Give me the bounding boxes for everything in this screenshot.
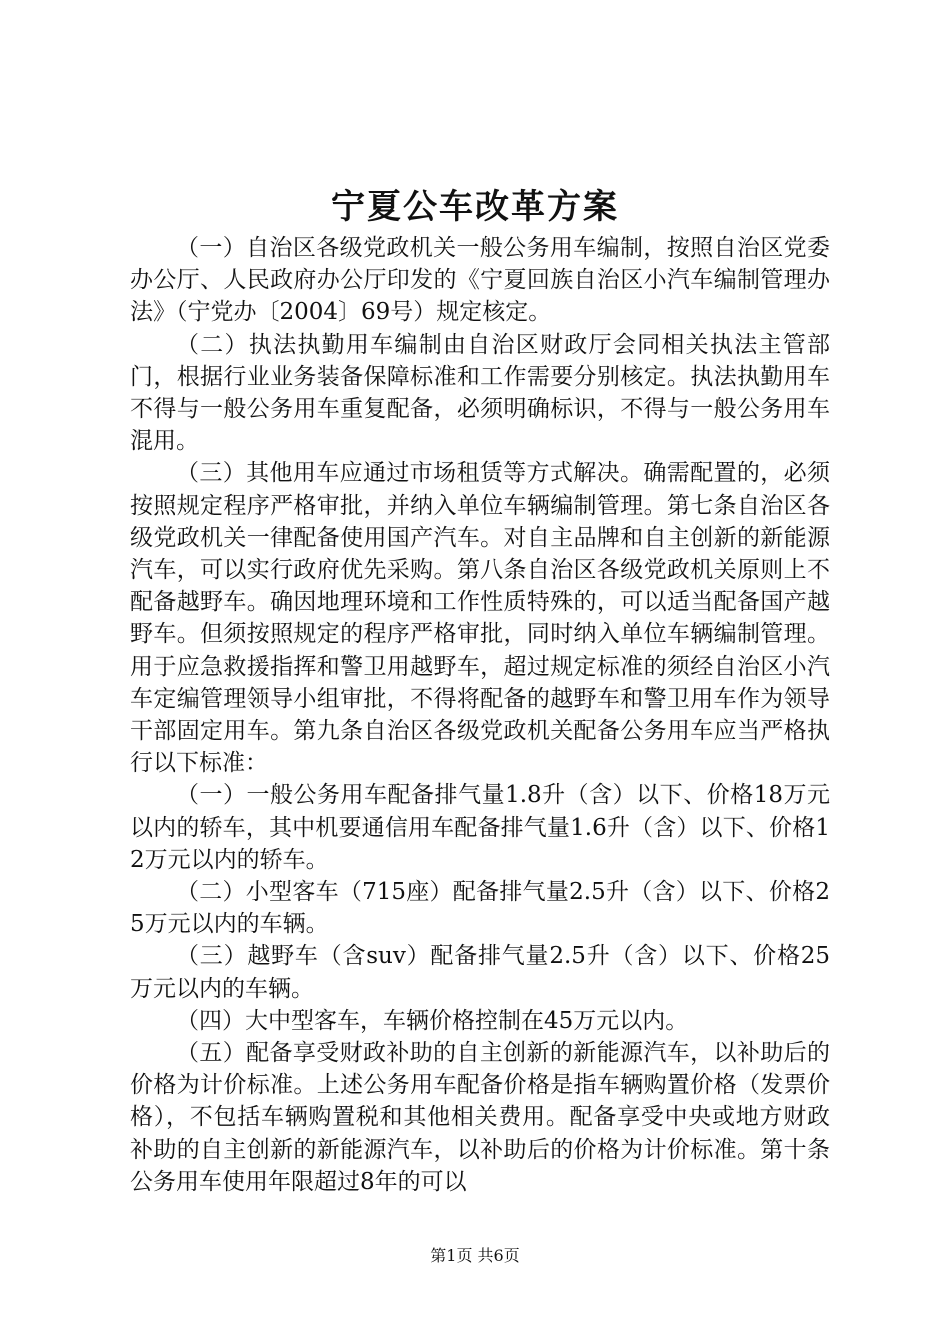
document-title: 宁夏公车改革方案 bbox=[331, 187, 619, 227]
paragraph: （二）小型客车（715座）配备排气量2.5升（含）以下、价格25万元以内的车辆。 bbox=[130, 879, 830, 938]
paragraph: （二）执法执勤用车编制由自治区财政厅会同相关执法主管部门，根据行业业务装备保障标准和工作需要分别核定。执法执勤用车不得与一般公务用车重复配备，必须明确标识，不得与一般公务用车混用。 bbox=[130, 331, 830, 455]
paragraph: （一）自治区各级党政机关一般公务用车编制，按照自治区党委办公厅、人民政府办公厅印发的《宁夏回族自治区小汽车编制管理办法》（宁党办〔2004〕69号）规定核定。 bbox=[130, 235, 830, 326]
document-body bbox=[130, 232, 830, 1198]
paragraph: （一）一般公务用车配备排气量1.8升（含）以下、价格18万元以内的轿车，其中机要通信用车配备排气量1.6升（含）以下、价格12万元以内的轿车。 bbox=[130, 782, 830, 873]
paragraph: （三）越野车（含suv）配备排气量2.5升（含）以下、价格25万元以内的车辆。 bbox=[130, 943, 830, 1002]
paragraph: （五）配备享受财政补助的自主创新的新能源汽车，以补助后的价格为计价标准。上述公务用车配备价格是指车辆购置价格（发票价格），不包括车辆购置税和其他相关费用。配备享受中央或地方财政补助的自主创新的新能源汽车，以补助后的价格为计价标准。第十条公务用车使用年限超过8年的可以 bbox=[130, 1040, 830, 1195]
paragraph: （三）其他用车应通过市场租赁等方式解决。确需配置的，必须按照规定程序严格审批，并纳入单位车辆编制管理。第七条自治区各级党政机关一律配备使用国产汽车。对自主品牌和自主创新的新能源汽车，可以实行政府优先采购。第八条自治区各级党政机关原则上不配备越野车。确因地理环境和工作性质特殊的，可以适当配备国产越野车。但须按照规定的程序严格审批，同时纳入单位车辆编制管理。用于应急救援指挥和警卫用越野车，超过规定标准的须经自治区小汽车定编管理领导小组审批，不得将配备的越野车和警卫用车作为领导干部固定用车。第九条自治区各级党政机关配备公务用车应当严格执行以下标准： bbox=[130, 460, 830, 777]
paragraph: （四）大中型客车，车辆价格控制在45万元以内。 bbox=[176, 1007, 689, 1034]
page-footer: 第1页 共6页 bbox=[430, 1246, 520, 1265]
